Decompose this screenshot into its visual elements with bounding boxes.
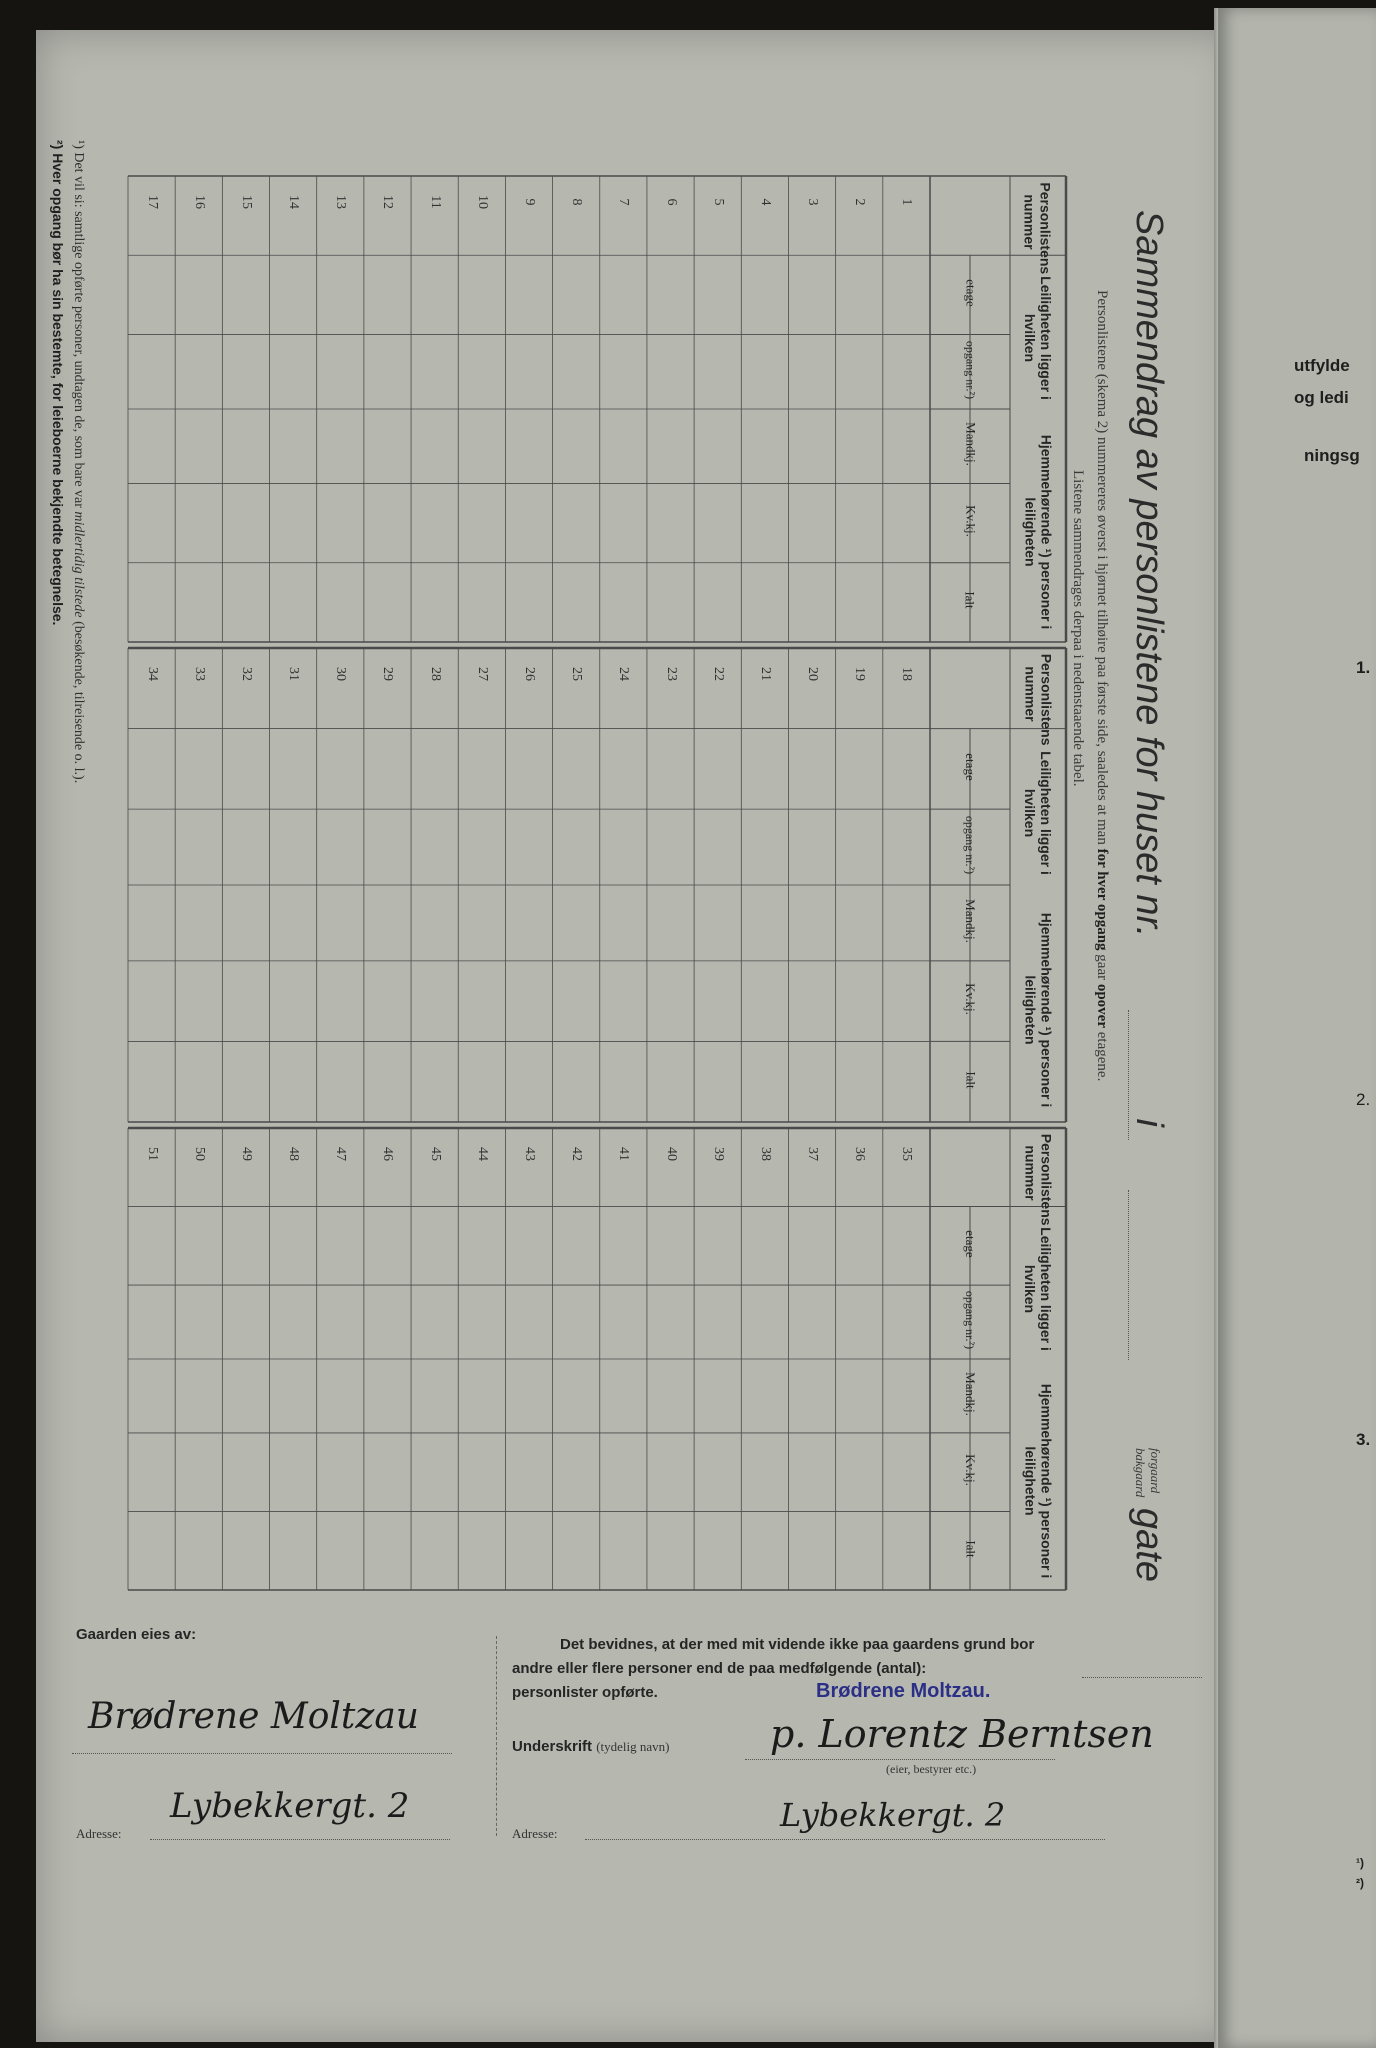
title-gate: gate — [1128, 1508, 1170, 1582]
owner-value: Brødrene Moltzau — [88, 1696, 419, 1737]
block3-row-number: 41 — [616, 1147, 632, 1161]
block3-row-number: 35 — [899, 1147, 915, 1161]
block3-ialt-header: Ialt — [962, 1540, 978, 1558]
block1-row-number: 16 — [191, 195, 207, 209]
block3-row-number: 42 — [569, 1147, 585, 1161]
block3-kvkj-header: Kv.kj. — [962, 1454, 978, 1487]
block3-leiligheten-header: Leiligheten ligger i hvilken — [1021, 1226, 1054, 1351]
footnote-1 — [70, 140, 86, 783]
instruction-1b: for hver opgang — [1094, 848, 1110, 951]
signature-line — [745, 1758, 1055, 1760]
block2-row-number: 23 — [663, 667, 679, 681]
block2-personlistens-header: Personlistens nummer — [1021, 653, 1054, 746]
block2-row-number: 21 — [757, 667, 773, 681]
block3-row-number: 39 — [710, 1147, 726, 1161]
edge-marker-3: 3. — [1356, 1430, 1371, 1449]
sign-address-line — [585, 1838, 1105, 1840]
block2-row-number: 22 — [710, 667, 726, 681]
option-bakgaard: bakgaard — [1133, 1448, 1148, 1498]
owner-label: Gaarden eies av: — [76, 1626, 197, 1643]
block3-row-number: 50 — [191, 1147, 207, 1161]
form-title — [1127, 210, 1170, 1582]
sign-address-value: Lybekkergt. 2 — [780, 1796, 1006, 1834]
block3-row-number: 38 — [757, 1147, 773, 1161]
block2-row-number: 26 — [522, 667, 537, 681]
edge-text-1: utfylde — [1294, 356, 1350, 375]
block1-row-number: 7 — [616, 198, 632, 206]
block1-row-number: 2 — [852, 198, 868, 206]
block1-row-number: 8 — [569, 198, 585, 206]
block2-hjemme-header: Hjemmehørende ¹) personer i leiligheten — [1022, 912, 1054, 1107]
block3-row-number: 37 — [805, 1147, 821, 1161]
instruction-2: Listene sammendrages derpaa i nedenstaaende tabel. — [1070, 470, 1086, 787]
sign-address-label: Adresse: — [512, 1826, 558, 1841]
block2-opgang-header: opgang nr.²) — [962, 815, 977, 875]
footnote-2-num: ²) — [50, 140, 66, 150]
block1-row-number: 9 — [522, 198, 537, 206]
block2-row-number: 24 — [616, 667, 632, 681]
instruction-1d: opover — [1094, 983, 1110, 1029]
block3-hjemme-header: Hjemmehørende ¹) personer i leiligheten — [1022, 1383, 1054, 1578]
section-divider — [496, 1636, 497, 1836]
title-dots-1 — [1128, 1010, 1130, 1140]
edge-text-2: og ledi — [1294, 388, 1349, 407]
block1-hjemme-header: Hjemmehørende ¹) personer i leiligheten — [1022, 434, 1054, 629]
block1-row-number: 10 — [474, 195, 490, 209]
block1-mandkj-header: Mandkj. — [962, 422, 978, 467]
signature-role: (eier, bestyrer etc.) — [886, 1762, 977, 1776]
signature-label — [512, 1738, 670, 1755]
block2-row-number: 32 — [238, 667, 254, 681]
block2-row-number: 30 — [333, 667, 349, 681]
block1-opgang-header: opgang nr.²) — [962, 340, 977, 399]
title-in: i — [1128, 1118, 1170, 1127]
block3-row-number: 36 — [852, 1147, 868, 1161]
gate-options — [1133, 1448, 1163, 1497]
owner-line — [72, 1752, 452, 1754]
edge-marker-1: 1. — [1356, 658, 1371, 677]
block3-mandkj-header: Mandkj. — [962, 1372, 978, 1416]
block2-row-number: 34 — [144, 667, 160, 681]
block2-mandkj-header: Mandkj. — [962, 899, 978, 943]
block1-row-number: 5 — [710, 198, 726, 206]
block1-row-number: 15 — [238, 195, 254, 209]
instruction-1e: etagene. — [1094, 1028, 1110, 1082]
count-line — [1082, 1676, 1202, 1678]
block2-etage-header: etage — [962, 753, 978, 781]
edge-fn-1: ¹) — [1356, 1856, 1364, 1870]
title-dots-2 — [1128, 1190, 1130, 1360]
block1-row-number: 17 — [144, 195, 160, 209]
footnote-2-text: Hver opgang bør ha sin bestemte, for leieboerne bekjendte betegnelse. — [50, 153, 66, 626]
block1-row-number: 1 — [899, 198, 915, 206]
block2-leiligheten-header: Leiligheten ligger i hvilken — [1021, 750, 1054, 875]
block1-row-number: 4 — [757, 198, 773, 206]
block1-row-number: 6 — [663, 198, 679, 206]
block1-row-number: 14 — [286, 195, 302, 209]
block2-ialt-header: Ialt — [962, 1071, 978, 1089]
block1-row-number: 3 — [805, 198, 821, 206]
instruction-1a: Personlistene (skema 2) nummereres øverst i hjørnet tilhøire paa første side, saaledes at man — [1094, 290, 1110, 849]
block3-opgang-header: opgang nr.²) — [962, 1290, 977, 1350]
title-text: Sammendrag av personlistene for huset nr. — [1128, 210, 1170, 938]
block1-row-number: 11 — [427, 195, 443, 209]
block1-etage-header: etage — [962, 279, 978, 307]
owner-address-label: Adresse: — [76, 1826, 122, 1841]
owner-address-line — [150, 1838, 450, 1840]
block3-row-number: 40 — [663, 1147, 679, 1161]
block3-personlistens-header: Personlistens nummer — [1021, 1134, 1054, 1226]
block2-row-number: 18 — [899, 667, 915, 681]
signature-label-text: Underskrift — [512, 1738, 593, 1755]
block3-row-number: 48 — [286, 1147, 302, 1161]
block1-kvkj-header: Kv.kj. — [962, 505, 978, 537]
block3-row-number: 47 — [333, 1147, 349, 1161]
certify-line-2: andre eller flere personer end de paa medfølgende (antal): — [512, 1660, 927, 1677]
owner-address-value: Lybekkergt. 2 — [170, 1786, 410, 1826]
block3-row-number: 49 — [238, 1147, 254, 1161]
certify-line-3: personlister opførte. — [512, 1684, 658, 1701]
block2-row-number: 20 — [805, 667, 821, 681]
block1-leiligheten-header: Leiligheten ligger i hvilken — [1021, 276, 1054, 400]
block1-ialt-header: Ialt — [962, 591, 978, 610]
block1-row-number: 12 — [380, 195, 396, 209]
block2-kvkj-header: Kv.kj. — [962, 983, 978, 1015]
block2-row-number: 31 — [286, 667, 302, 681]
edge-text-3: ningsg — [1304, 446, 1360, 465]
block3-row-number: 46 — [380, 1147, 396, 1161]
block3-row-number: 44 — [474, 1147, 490, 1161]
block2-row-number: 19 — [852, 667, 868, 681]
footnote-1a: Det vil si: samtlige opførte personer, undtagen de, som bare var — [71, 152, 86, 512]
block2-row-number: 33 — [191, 667, 207, 681]
block3-row-number: 45 — [427, 1147, 443, 1161]
block1-row-number: 13 — [333, 195, 349, 209]
block2-row-number: 29 — [380, 667, 396, 681]
edge-marker-2: 2. — [1356, 1090, 1371, 1109]
footnote-1b: midlertidig tilstede — [71, 511, 86, 618]
signature-hint: (tydelig navn) — [596, 1739, 670, 1754]
footnote-2 — [50, 140, 66, 625]
block3-row-number: 51 — [144, 1147, 160, 1161]
signature-value: p. Lorentz Berntsen — [770, 1712, 1154, 1756]
footnote-1c: (besøkende, tilreisende o. l.). — [71, 617, 86, 784]
block3-etage-header: etage — [962, 1230, 978, 1258]
instruction-1 — [1093, 290, 1110, 1081]
footnote-1-num: ¹) — [71, 140, 86, 149]
option-forgaard: forgaard — [1148, 1448, 1163, 1494]
block3-row-number: 43 — [522, 1147, 537, 1161]
block1-personlistens-header: Personlistens nummer — [1021, 182, 1054, 274]
certify-line-1: Det bevidnes, at der med mit vidende ikke paa gaardens grund bor — [560, 1636, 1035, 1653]
edge-fn-2: ²) — [1356, 1876, 1364, 1890]
owner-stamp: Brødrene Moltzau. — [816, 1680, 991, 1702]
instruction-1c: gaar — [1094, 950, 1110, 984]
block2-row-number: 28 — [427, 667, 443, 681]
block2-row-number: 25 — [569, 667, 585, 681]
block2-row-number: 27 — [474, 667, 490, 681]
